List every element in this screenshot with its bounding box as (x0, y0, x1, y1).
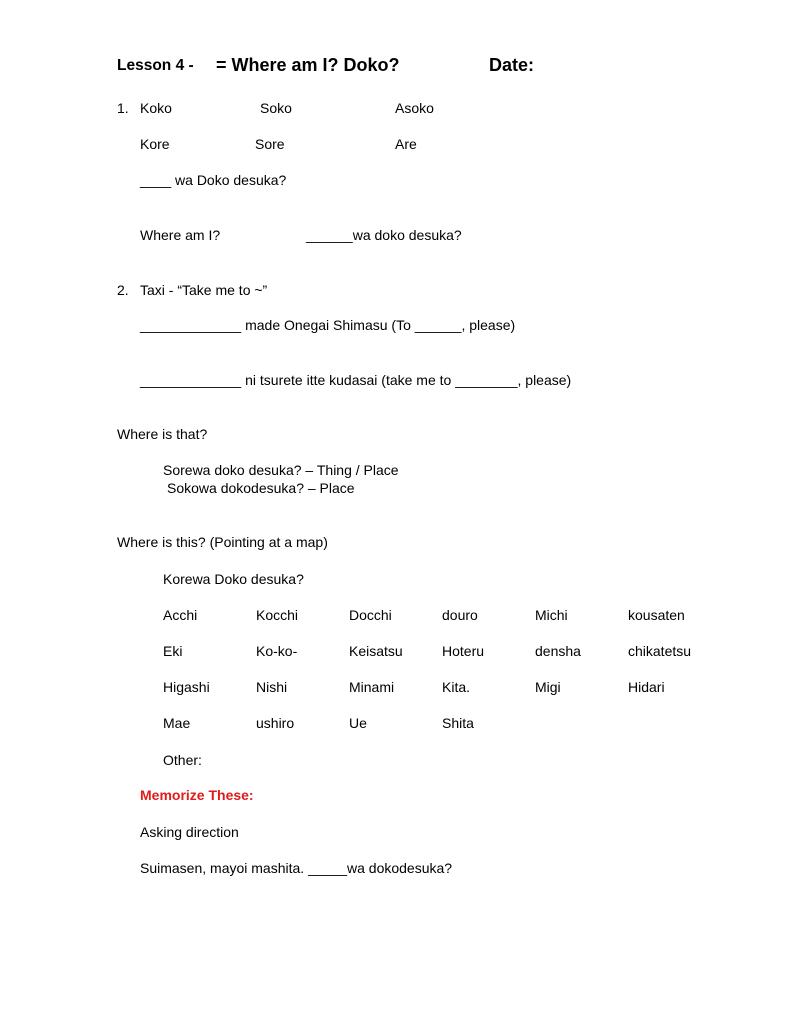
vocab-word: Docchi (349, 607, 392, 623)
word-soko: Soko (260, 100, 292, 116)
vocab-word: Hidari (628, 679, 665, 695)
vocab-word: Migi (535, 679, 561, 695)
vocab-word: kousaten (628, 607, 685, 623)
asking-direction-sentence: Suimasen, mayoi mashita. _____wa dokodesuka? (140, 860, 453, 876)
section-1-number: 1. (117, 100, 129, 116)
date-label: Date: (489, 55, 535, 75)
vocab-word: Kocchi (256, 607, 299, 623)
korewa-question: Korewa Doko desuka? (163, 571, 304, 587)
taxi-heading: Taxi - “Take me to ~” (140, 282, 268, 298)
vocab-word: Eki (163, 643, 183, 659)
where-am-i-label: Where am I? (140, 227, 221, 243)
vocab-word: Acchi (163, 607, 198, 623)
where-is-that-line-1: Sorewa doko desuka? – Thing / Place (163, 462, 399, 478)
asking-direction-label: Asking direction (140, 824, 239, 840)
taxi-line-1: _____________ made Onegai Shimasu (To ______, please) (140, 317, 516, 333)
vocab-word: ushiro (256, 715, 295, 731)
vocab-word: Higashi (163, 679, 210, 695)
vocab-word: Kita. (442, 679, 471, 695)
word-asoko: Asoko (395, 100, 434, 116)
where-am-i-blank: ______wa doko desuka? (306, 227, 462, 243)
where-is-that-line-2: Sokowa dokodesuka? – Place (167, 480, 355, 496)
section-2-number: 2. (117, 282, 129, 298)
vocab-word: Ue (349, 715, 367, 731)
vocab-word: douro (442, 607, 478, 623)
vocab-word: Mae (163, 715, 191, 731)
vocab-word: chikatetsu (628, 643, 692, 659)
vocab-word: Nishi (256, 679, 288, 695)
taxi-line-2: _____________ ni tsurete itte kudasai (take me to ________, please) (140, 372, 572, 388)
where-is-that-heading: Where is that? (117, 426, 208, 442)
vocab-word: Ko-ko- (256, 643, 298, 659)
vocab-word: Hoteru (442, 643, 485, 659)
doko-question: ____ wa Doko desuka? (140, 172, 287, 188)
vocab-word: Shita (442, 715, 474, 731)
word-kore: Kore (140, 136, 170, 152)
vocab-word: Michi (535, 607, 568, 623)
memorize-label: Memorize These: (140, 787, 254, 803)
lesson-label: Lesson 4 - (117, 57, 194, 74)
page-title: = Where am I? Doko? (216, 55, 400, 75)
where-is-this-heading: Where is this? (Pointing at a map) (117, 534, 328, 550)
vocab-word: densha (535, 643, 581, 659)
word-koko: Koko (140, 100, 172, 116)
word-are: Are (395, 136, 417, 152)
other-label: Other: (163, 752, 202, 768)
vocab-word: Minami (349, 679, 395, 695)
word-sore: Sore (255, 136, 285, 152)
vocab-word: Keisatsu (349, 643, 403, 659)
